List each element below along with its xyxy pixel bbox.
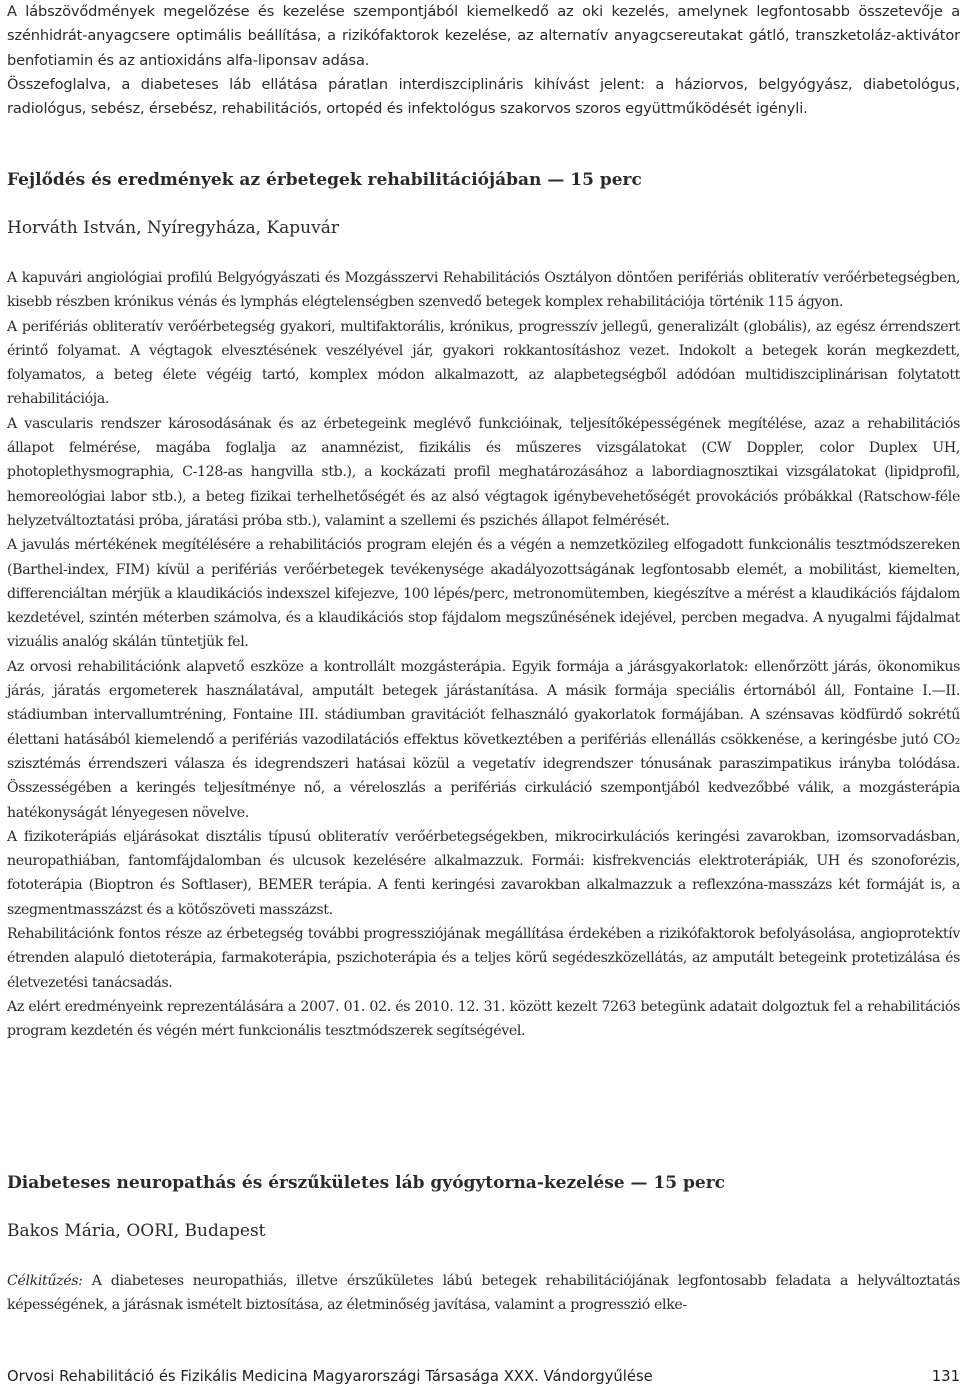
section-title: Diabeteses neuropathás és érszűkületes láb gyógytorna-kezelése — 15 perc	[7, 1173, 726, 1193]
body-paragraph: Az orvosi rehabilitációnk alapvető eszköze a kontrollált mozgásterápia. Egyik formája a járásgyakorlatok: ellenőrzött járás, ökonomikus járás, járatás ergometerek használatával, amputált betegek járástanítása. A másik formája speciális értornából áll, Fontaine I.—II. stádiumban intervallumtréning, Fontaine III. stádiumban gravitációt felhasználó gyakorlatok formájában. A szénsavas ködfürdő sokrétű élettani hatásából kiemelendő a perifériás vazodilatációs effektus következtében a perifériás ellenállás csökkenése, a keringésbe jutó CO₂ szisztémás érrendszeri válasza és idegrendszeri hatásai közül a vegetatív idegrendszer tónusának paraszimpatikus irányba tolódása. Összességében a keringés teljesítménye nő, a véreloszlás a perifériás cirkuláció szempontjából kedvezőbbé válik, a mozgásterápia hatékonyságát lényegesen növelve.	[7, 658, 960, 821]
section-author: Horváth István, Nyíregyháza, Kapuvár	[7, 218, 339, 238]
section-author: Bakos Mária, OORI, Budapest	[7, 1221, 266, 1241]
section-body	[7, 1269, 960, 1318]
body-paragraph	[7, 1269, 960, 1318]
body-paragraph: A fizikoterápiás eljárásokat disztális típusú obliteratív verőérbetegségekben, mikrocirkulációs keringési zavarokban, izomsorvadásban, neuropathiában, fantomfájdalomban és ulcusok kezelésére alkalmazzuk. Formái: kisfrekvenciás elektroterápiák, UH és szonoforézis, fototerápia (Bioptron és Softlaser), BEMER terápia. A fenti keringési zavarokban alkalmazzuk a reflexzóna-masszázs két formáját is, a szegmentmasszázst és a kötőszöveti masszázst.	[7, 828, 960, 918]
page-number: 131	[931, 1368, 960, 1385]
section-title: Fejlődés és eredmények az érbetegek rehabilitációjában — 15 perc	[7, 170, 642, 190]
page-footer	[7, 1368, 960, 1390]
section-body	[7, 266, 960, 1044]
aim-label: Célkitűzés:	[7, 1273, 83, 1289]
body-paragraph: Rehabilitációnk fontos része az érbetegség további progressziójának megállítása érdekében a rizikófaktorok befolyásolása, angioprotektív étrenden alapuló dietoterápia, farmakoterápia, pszichoterápia és a teljes körű segédeszközellátás, az amputált betegeink protetizálása és életvezetési tanácsadás.	[7, 926, 960, 991]
body-paragraph: A kapuvári angiológiai profilú Belgyógyászati és Mozgásszervi Rehabilitációs Osztályon döntően perifériás obliteratív verőérbetegségben, kisebb részben krónikus vénás és lymphás elégtelenségben szenvedő betegek komplex rehabilitációja történik 115 ágyon.	[7, 270, 960, 311]
body-paragraph: A javulás mértékének megítélésére a rehabilitációs program elején és a végén a nemzetközileg elfogadott funkcionális tesztmódszereken (Barthel-index, FIM) kívül a perifériás verőérbetegek tevékenysége akadályozottságának legfontosabb elemét, a mobilitást, kiemelten, differenciáltan mérjük a klaudikációs indexszel kifejezve, 100 lépés/perc, metronomütemben, kiegészítve a mérést a klaudikációs fájdalom kezdetével, szintén méterben számolva, és a klaudikációs stop fájdalom megszűnésének idejével, percben megadva. A nyugalmi fájdalmat vizuális analóg skálán tüntetjük fel.	[7, 537, 960, 651]
body-paragraph: Az elért eredményeink reprezentálására a 2007. 01. 02. és 2010. 12. 31. között kezelt 7263 betegünk adatait dolgoztuk fel a rehabilitációs program kezdetén és végén mért funkcionális tesztmódszerek segítségével.	[7, 998, 960, 1040]
aim-text: A diabeteses neuropathiás, illetve érszűkületes lábú betegek rehabilitációjának legfontosabb feladata a helyváltoztatás képességének, a járásnak ismételt biztosítása, az életminőség javítása, valamint a progresszió elke-	[7, 1273, 960, 1314]
body-paragraph: A vascularis rendszer károsodásának és az érbetegeink meglévő funkcióinak, teljesítőképességének megítélése, azaz a rehabilitációs állapot felmérése, magába foglalja az anamnézist, fizikális és műszeres vizsgálatokat (CW Doppler, color Duplex UH, photoplethysmographia, C-128-as hangvilla stb.), a kockázati profil meghatározásához a labordiagnosztikai vizsgálatokat (lipidprofil, hemoreológiai labor stb.), a beteg fizikai terhelhetőségét és az alsó végtagok igénybevehetőségét provokációs próbákkal (Ratschow-féle helyzetváltoztatási próba, járatási próba stb.), valamint a szellemi és pszichés állapot felmérését.	[7, 415, 960, 529]
intro-paragraph-1: A lábszövődmények megelőzése és kezelése szempontjából kiemelkedő az oki kezelés, amelynek legfontosabb összetevője a szénhidrát-anyagcsere optimális beállítása, a rizikófaktorok kezelése, az alternatív anyagcsereutakat gátló, transzketoláz-aktivátor benfotiamin és az antioxidáns alfa-liponsav adása.	[7, 3, 960, 69]
intro-text	[7, 0, 960, 121]
footer-title: Orvosi Rehabilitáció és Fizikális Medicina Magyarországi Társasága XXX. Vándorgyűlése	[7, 1368, 653, 1385]
body-paragraph: A perifériás obliteratív verőérbetegség gyakori, multifaktorális, krónikus, progresszív jellegű, generalizált (globális), az egész érrendszert érintő folyamat. A végtagok elvesztésének veszélyével jár, gyakori rokkantosításhoz vezet. Indokolt a betegek korán megkezdett, folyamatos, a beteg élete végéig tartó, komplex módon alkalmazott, az alapbetegségből adódóan multidiszciplinárisan folytatott rehabilitációja.	[7, 318, 960, 408]
intro-paragraph-2: Összefoglalva, a diabeteses láb ellátása páratlan interdiszciplináris kihívást jelent: a háziorvos, belgyógyász, diabetológus, radiológus, sebész, érsebész, rehabilitációs, ortopéd és infektológus szakorvos szoros együttműködését igényli.	[7, 75, 960, 118]
